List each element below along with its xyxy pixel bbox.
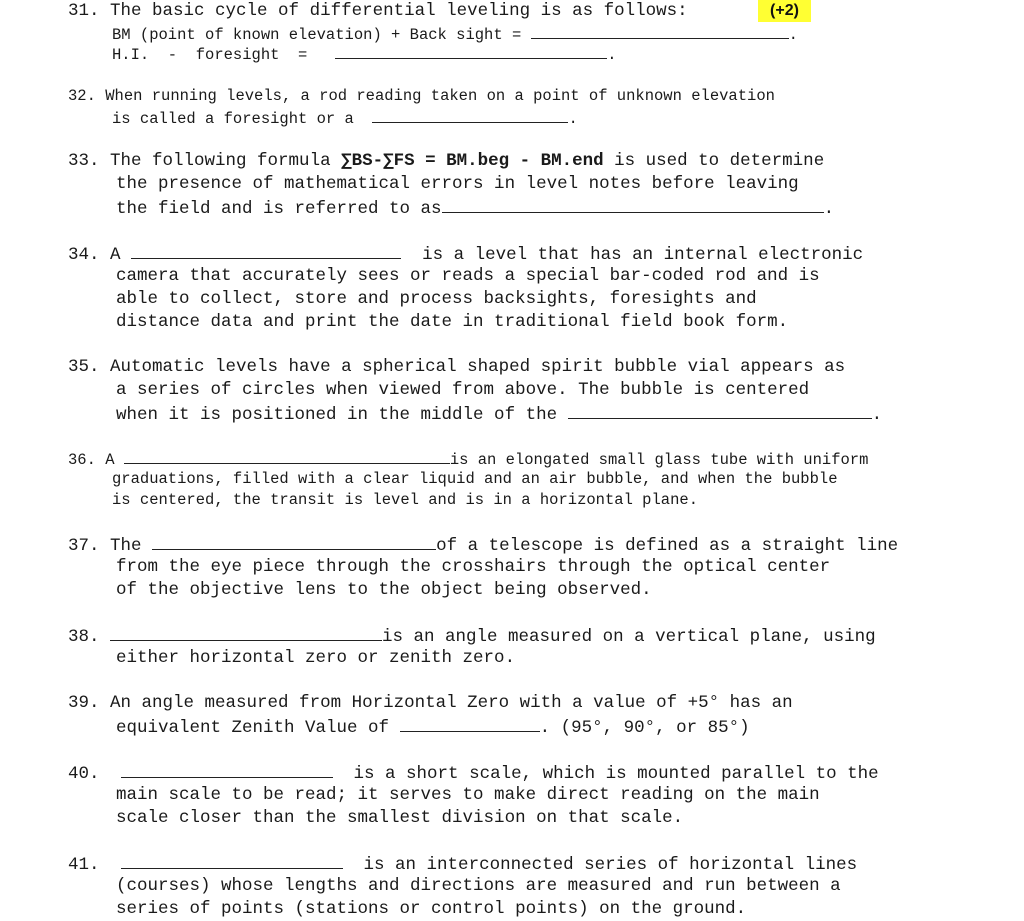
q33-line1: 33. The following formula ∑BS-∑FS = BM.beg - BM.end is used to determine (68, 151, 825, 171)
q41-line2: (courses) whose lengths and directions are measured and run between a (116, 876, 841, 896)
q33-line3: the field and is referred to as . (116, 196, 834, 221)
q33-line2: the presence of mathematical errors in level notes before leaving (116, 174, 799, 194)
q35-number: 35. (68, 357, 100, 377)
q32-line2: is called a foresight or a . (112, 106, 578, 131)
q31-line2: BM (point of known elevation) + Back sight = . (112, 22, 798, 47)
q31-answer-blank-1[interactable] (531, 22, 789, 39)
q38-line2: either horizontal zero or zenith zero. (116, 648, 516, 668)
points-badge: (+2) (758, 0, 811, 22)
q41-answer-blank[interactable] (121, 852, 343, 869)
q40-line3: scale closer than the smallest division on that scale. (116, 808, 684, 828)
q41-number: 41. (68, 855, 100, 875)
q34-line4: distance data and print the date in traditional field book form. (116, 312, 789, 332)
q36-line3: is centered, the transit is level and is in a horizontal plane. (112, 491, 698, 509)
q39-number: 39. (68, 693, 100, 713)
q31-line3: H.I. - foresight = . (112, 42, 617, 67)
q37-line3: of the objective lens to the object being observed. (116, 580, 652, 600)
q31-answer-blank-2[interactable] (335, 42, 607, 59)
q38-answer-blank[interactable] (110, 624, 382, 641)
q39-line1: 39. An angle measured from Horizontal Zero with a value of +5° has an (68, 693, 793, 713)
q34-line2: camera that accurately sees or reads a special bar-coded rod and is (116, 266, 820, 286)
q37-line2: from the eye piece through the crosshairs through the optical center (116, 557, 831, 577)
q34-line3: able to collect, store and process backsights, foresights and (116, 289, 757, 309)
q35-line1: 35. Automatic levels have a spherical shaped spirit bubble vial appears as (68, 357, 846, 377)
q33-formula: ∑BS-∑FS = BM.beg - BM.end (341, 151, 604, 171)
q39-line2: equivalent Zenith Value of . (95°, 90°, or 85°) (116, 715, 750, 740)
q38-line1: 38. is an angle measured on a vertical plane, using (68, 624, 876, 649)
q39-answer-blank[interactable] (400, 715, 540, 732)
q40-number: 40. (68, 764, 100, 784)
q36-answer-blank[interactable] (124, 447, 450, 464)
q31-line1: 31. The basic cycle of differential leveling is as follows: (68, 1, 688, 21)
q35-line3: when it is positioned in the middle of the . (116, 402, 882, 427)
q35-line2: a series of circles when viewed from above. The bubble is centered (116, 380, 810, 400)
q35-answer-blank[interactable] (568, 402, 872, 419)
q41-line3: series of points (stations or control points) on the ground. (116, 899, 747, 919)
q36-line2: graduations, filled with a clear liquid and an air bubble, and when the bubble (112, 470, 838, 488)
q34-number: 34. (68, 245, 100, 265)
q33-number: 33. (68, 151, 100, 171)
q32-answer-blank[interactable] (372, 106, 568, 123)
q34-line1: 34. A is a level that has an internal electronic (68, 242, 863, 267)
q36-number: 36. (68, 451, 96, 469)
q37-line1: 37. The of a telescope is defined as a straight line (68, 533, 898, 558)
q32-line1: 32. When running levels, a rod reading taken on a point of unknown elevation (68, 87, 775, 105)
q40-answer-blank[interactable] (121, 761, 333, 778)
q38-number: 38. (68, 627, 100, 647)
q41-line1: 41. is an interconnected series of horizontal lines (68, 852, 857, 877)
q37-answer-blank[interactable] (152, 533, 436, 550)
q33-answer-blank[interactable] (442, 196, 824, 213)
q40-line1: 40. is a short scale, which is mounted parallel to the (68, 761, 879, 786)
q34-answer-blank[interactable] (131, 242, 401, 259)
q40-line2: main scale to be read; it serves to make direct reading on the main (116, 785, 820, 805)
q32-number: 32. (68, 87, 96, 105)
q31-number: 31. (68, 1, 100, 21)
q36-line1: 36. A is an elongated small glass tube with uniform (68, 447, 868, 472)
q37-number: 37. (68, 536, 100, 556)
